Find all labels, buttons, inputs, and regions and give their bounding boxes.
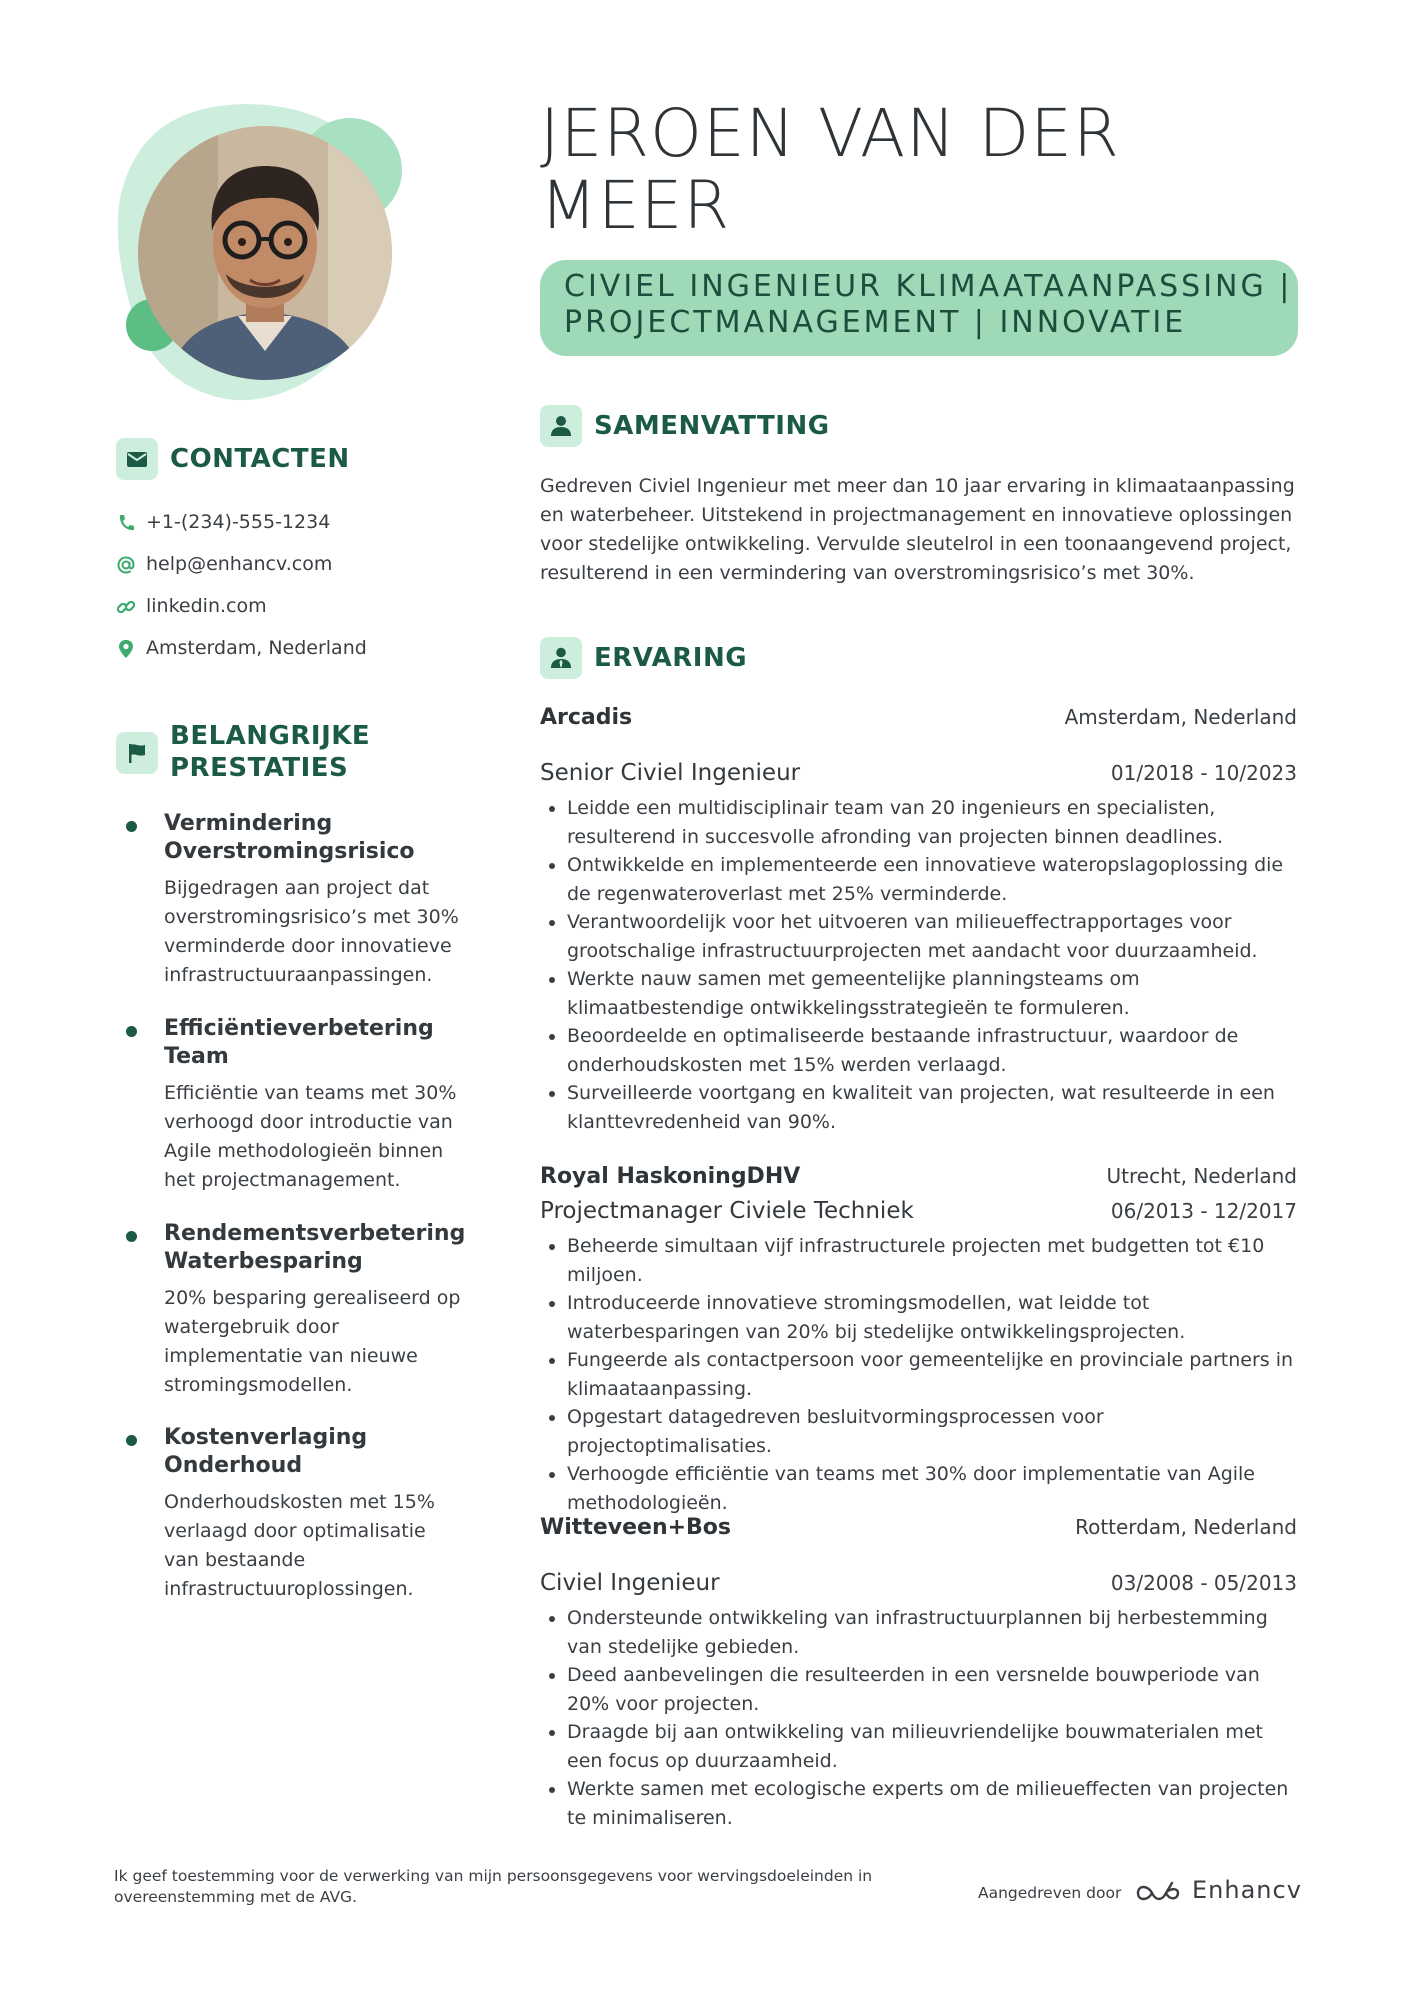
list-item: Fungeerde als contactpersoon voor gemeentelijke en provinciale partners in klimaataanpassing. (540, 1346, 1300, 1403)
achievement-title: Vermindering Overstromingsrisico (164, 811, 415, 864)
list-item: Draagde bij aan ontwikkeling van milieuvriendelijke bouwmaterialen met een focus op duurzaamheid. (540, 1718, 1300, 1775)
list-item: Surveilleerde voortgang en kwaliteit van projecten, wat resulteerde in een klanttevredenheid van 90%. (540, 1079, 1300, 1136)
location-pin-icon (116, 639, 136, 659)
contact-linkedin-text: linkedin.com (146, 595, 267, 617)
job-role: Projectmanager Civiele Techniek (540, 1198, 914, 1224)
job-company: Arcadis (540, 705, 633, 730)
job-bullets (540, 794, 1300, 1136)
achievements-title: BELANGRIJKE PRESTATIES (170, 721, 371, 783)
achievement-item (126, 1220, 476, 1400)
list-item: Beheerde simultaan vijf infrastructurele projecten met budgetten tot €10 miljoen. (540, 1232, 1300, 1289)
summary-text: Gedreven Civiel Ingenieur met meer dan 10 jaar ervaring in klimaataanpassing en waterbeheer. Uitstekend in projectmanagement en innovatieve oplossingen voor stedelijke ontwikkeling. Vervulde sleutelrol in een toonaangevend project, resulterend in een vermindering van overstromingsrisico’s met 30%. (540, 475, 1295, 584)
list-item: Werkte nauw samen met gemeentelijke planningsteams om klimaatbestendige ontwikkelingsstrategieën te formuleren. (540, 965, 1300, 1022)
link-icon (116, 597, 136, 617)
list-item: Ondersteunde ontwikkeling van infrastructuurplannen bij herbestemming van stedelijke gebieden. (540, 1604, 1300, 1661)
bullet-dot (126, 821, 137, 832)
list-item: Introduceerde innovatieve stromingsmodellen, wat leidde tot waterbesparingen van 20% bij stedelijke ontwikkelingsprojecten. (540, 1289, 1300, 1346)
experience-section-icon (540, 637, 582, 679)
profile-photo-area (112, 100, 432, 410)
at-icon (116, 555, 136, 575)
person-portrait-icon (138, 126, 392, 380)
flag-icon (125, 741, 149, 765)
summary-title: SAMENVATTING (594, 411, 830, 441)
achievement-description: Onderhoudskosten met 15% verlaagd door optimalisatie van bestaande infrastructuuroplossingen. (164, 1491, 435, 1600)
job-dates: 01/2018 - 10/2023 (1110, 761, 1297, 785)
achievement-title: Efficiëntieverbetering Team (164, 1016, 434, 1069)
contact-location-text: Amsterdam, Nederland (146, 637, 367, 659)
job-dates: 03/2008 - 05/2013 (1110, 1571, 1297, 1595)
user-icon (549, 414, 573, 438)
list-item: Leidde een multidisciplinair team van 20 ingenieurs en specialisten, resulterend in succesvolle afronding van projecten binnen deadlines. (540, 794, 1300, 851)
achievements-section-icon (116, 732, 158, 774)
list-item: Deed aanbevelingen die resulteerden in een versnelde bouwperiode van 20% voor projecten. (540, 1661, 1300, 1718)
list-item: Ontwikkelde en implementeerde een innovatieve wateropslagoplossing die de regenwateroverlast met 25% verminderde. (540, 851, 1300, 908)
job-location: Utrecht, Nederland (1106, 1164, 1297, 1188)
contacts-title: CONTACTEN (170, 444, 350, 474)
achievement-title: Rendementsverbetering Waterbesparing (164, 1221, 466, 1274)
job-company: Witteveen+Bos (540, 1515, 732, 1540)
list-item: Verhoogde efficiëntie van teams met 30% door implementatie van Agile methodologieën. (540, 1460, 1300, 1517)
experience-title: ERVARING (594, 643, 748, 673)
achievement-description: Efficiëntie van teams met 30% verhoogd door introductie van Agile methodologieën binnen het projectmanagement. (164, 1082, 457, 1191)
achievement-item (126, 810, 476, 990)
user-tie-icon (549, 646, 573, 670)
enhancv-brand-name[interactable]: Enhancv (1192, 1876, 1302, 1904)
bullet-dot (126, 1026, 137, 1037)
achievement-description: 20% besparing gerealiseerd op watergebruik door implementatie van nieuwe stromingsmodellen. (164, 1287, 461, 1396)
job-location: Amsterdam, Nederland (1064, 705, 1297, 729)
headline-banner: CIVIEL INGENIEUR KLIMAATAANPASSING | PROJECTMANAGEMENT | INNOVATIE (540, 260, 1298, 356)
job-company: Royal HaskoningDHV (540, 1164, 801, 1189)
avatar (138, 126, 392, 380)
phone-icon (116, 513, 136, 533)
job-role: Civiel Ingenieur (540, 1570, 720, 1596)
bullet-dot (126, 1435, 137, 1446)
achievement-item (126, 1424, 476, 1604)
candidate-name: JEROEN VAN DER MEER (540, 95, 1120, 244)
bullet-dot (126, 1231, 137, 1242)
achievement-description: Bijgedragen aan project dat overstromingsrisico’s met 30% verminderde door innovatieve infrastructuuraanpassingen. (164, 877, 459, 986)
contact-email-text: help@enhancv.com (146, 553, 333, 575)
job-role: Senior Civiel Ingenieur (540, 760, 801, 786)
summary-section-icon (540, 405, 582, 447)
list-item: Opgestart datagedreven besluitvormingsprocessen voor projectoptimalisaties. (540, 1403, 1300, 1460)
job-bullets (540, 1604, 1300, 1832)
list-item: Beoordeelde en optimaliseerde bestaande infrastructuur, waardoor de onderhoudskosten met 15% werden verlaagd. (540, 1022, 1300, 1079)
contact-phone-text: +1-(234)-555-1234 (146, 511, 331, 533)
achievement-title: Kostenverlaging Onderhoud (164, 1425, 368, 1478)
achievement-item (126, 1015, 476, 1195)
gdpr-consent-text: Ik geef toestemming voor de verwerking van mijn persoonsgegevens voor wervingsdoeleinden in overeenstemming met de AVG. (114, 1867, 873, 1906)
enhancv-logo-icon (1134, 1879, 1182, 1907)
job-bullets (540, 1232, 1300, 1517)
list-item: Verantwoordelijk voor het uitvoeren van milieueffectrapportages voor grootschalige infrastructuurprojecten met aandacht voor duurzaamheid. (540, 908, 1300, 965)
list-item: Werkte samen met ecologische experts om de milieueffecten van projecten te minimaliseren. (540, 1775, 1300, 1832)
envelope-icon (125, 447, 149, 471)
contacts-section-icon (116, 438, 158, 480)
job-dates: 06/2013 - 12/2017 (1110, 1199, 1297, 1223)
powered-by-label: Aangedreven door (978, 1884, 1122, 1902)
job-location: Rotterdam, Nederland (1075, 1515, 1297, 1539)
